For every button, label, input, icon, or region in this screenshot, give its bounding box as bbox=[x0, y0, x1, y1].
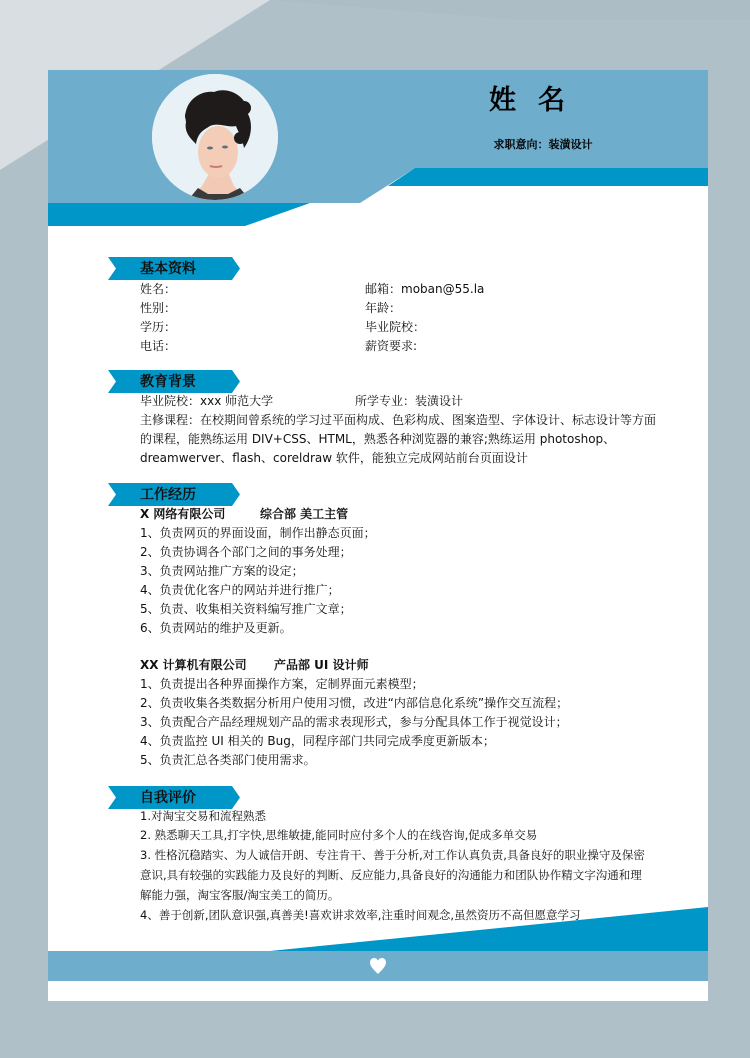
job-duty: 6、负责网站的维护及更新。 bbox=[140, 621, 292, 635]
field-age: 年龄： bbox=[365, 301, 402, 315]
education-school: 毕业院校：xxx 师范大学 bbox=[140, 394, 274, 408]
job-duty: 2、负责收集各类数据分析用户使用习惯，改进“内部信息化系统”操作交互流程； bbox=[140, 696, 569, 710]
education-major: 所学专业：装潢设计 bbox=[355, 394, 464, 408]
self-eval-line: 2. 熟悉聊天工具,打字快,思维敏捷,能同时应付多个人的在线咨询,促成多单交易 bbox=[140, 828, 538, 842]
heart-icon bbox=[369, 957, 387, 975]
self-eval-line: 3. 性格沉稳踏实、为人诚信开朗、专注肯干、善于分析,对工作认真负责,具备良好的职业操守及保密 bbox=[140, 848, 645, 862]
job-duty: 3、负责网站推广方案的设定； bbox=[140, 564, 304, 578]
section-banner-basic-info bbox=[108, 257, 240, 280]
job-duty: 1、负责提出各种界面操作方案，定制界面元素模型； bbox=[140, 677, 424, 691]
job-company: X 网络有限公司 bbox=[140, 507, 226, 521]
job-duty: 2、负责协调各个部门之间的事务处理； bbox=[140, 545, 352, 559]
job-position: 产品部 UI 设计师 bbox=[274, 658, 369, 672]
job-company: XX 计算机有限公司 bbox=[140, 658, 247, 672]
avatar bbox=[152, 74, 278, 200]
field-name: 姓名： bbox=[140, 282, 177, 296]
self-eval-line: 解能力强，淘宝客服/淘宝美工的简历。 bbox=[140, 888, 340, 902]
job-duty: 4、负责优化客户的网站并进行推广； bbox=[140, 583, 340, 597]
job-duty: 1、负责网页的界面设面，制作出静态页面； bbox=[140, 526, 376, 540]
job-duty: 5、负责汇总各类部门使用需求。 bbox=[140, 753, 316, 767]
field-school: 毕业院校： bbox=[365, 320, 426, 334]
job-position: 综合部 美工主管 bbox=[260, 507, 349, 521]
section-title: 工作经历 bbox=[140, 487, 196, 503]
section-banner-self-eval bbox=[108, 786, 240, 809]
education-courses-line: dreamwerver、flash、coreldraw 软件，能独立完成网站前台页面设计 bbox=[140, 451, 528, 465]
resume-page bbox=[48, 70, 708, 1001]
field-phone: 电话： bbox=[140, 339, 177, 353]
self-eval-line: 1.对淘宝交易和流程熟悉 bbox=[140, 809, 266, 823]
job-duty: 5、负责、收集相关资料编写推广文章； bbox=[140, 602, 352, 616]
candidate-name: 姓名 bbox=[489, 85, 587, 116]
field-salary: 薪资要求: bbox=[365, 339, 418, 353]
section-banner-work bbox=[108, 483, 240, 506]
field-email: 邮箱：moban@55.la bbox=[365, 282, 485, 296]
section-title: 自我评价 bbox=[140, 790, 196, 806]
job-duty: 3、负责配合产品经理规划产品的需求表现形式，参与分配具体工作于视觉设计； bbox=[140, 715, 568, 729]
job-duty: 4、负责监控 UI 相关的 Bug，同程序部门共同完成季度更新版本； bbox=[140, 734, 495, 748]
self-eval-line: 意识,具有较强的实践能力及良好的判断、反应能力,具备良好的沟通能力和团队协作精文字沟通和理 bbox=[140, 868, 642, 882]
field-gender: 性别： bbox=[140, 301, 177, 315]
education-courses-line: 主修课程：在校期间曾系统的学习过平面构成、色彩构成、图案造型、字体设计、标志设计等方面 bbox=[140, 413, 657, 427]
field-education: 学历： bbox=[140, 320, 177, 334]
section-title: 基本资料 bbox=[140, 261, 196, 277]
education-courses-line: 的课程，能熟练运用 DIV+CSS、HTML，熟悉各种浏览器的兼容;熟练运用 photoshop、 bbox=[140, 432, 616, 446]
footer-banner bbox=[48, 906, 708, 1001]
self-eval-line: 4、善于创新,团队意识强,真善美!喜欢讲求效率,注重时间观念,虽然资历不高但愿意学习 bbox=[140, 908, 581, 922]
section-banner-education bbox=[108, 370, 240, 393]
section-title: 教育背景 bbox=[140, 374, 196, 390]
job-intent: 求职意向：装潢设计 bbox=[493, 138, 593, 151]
